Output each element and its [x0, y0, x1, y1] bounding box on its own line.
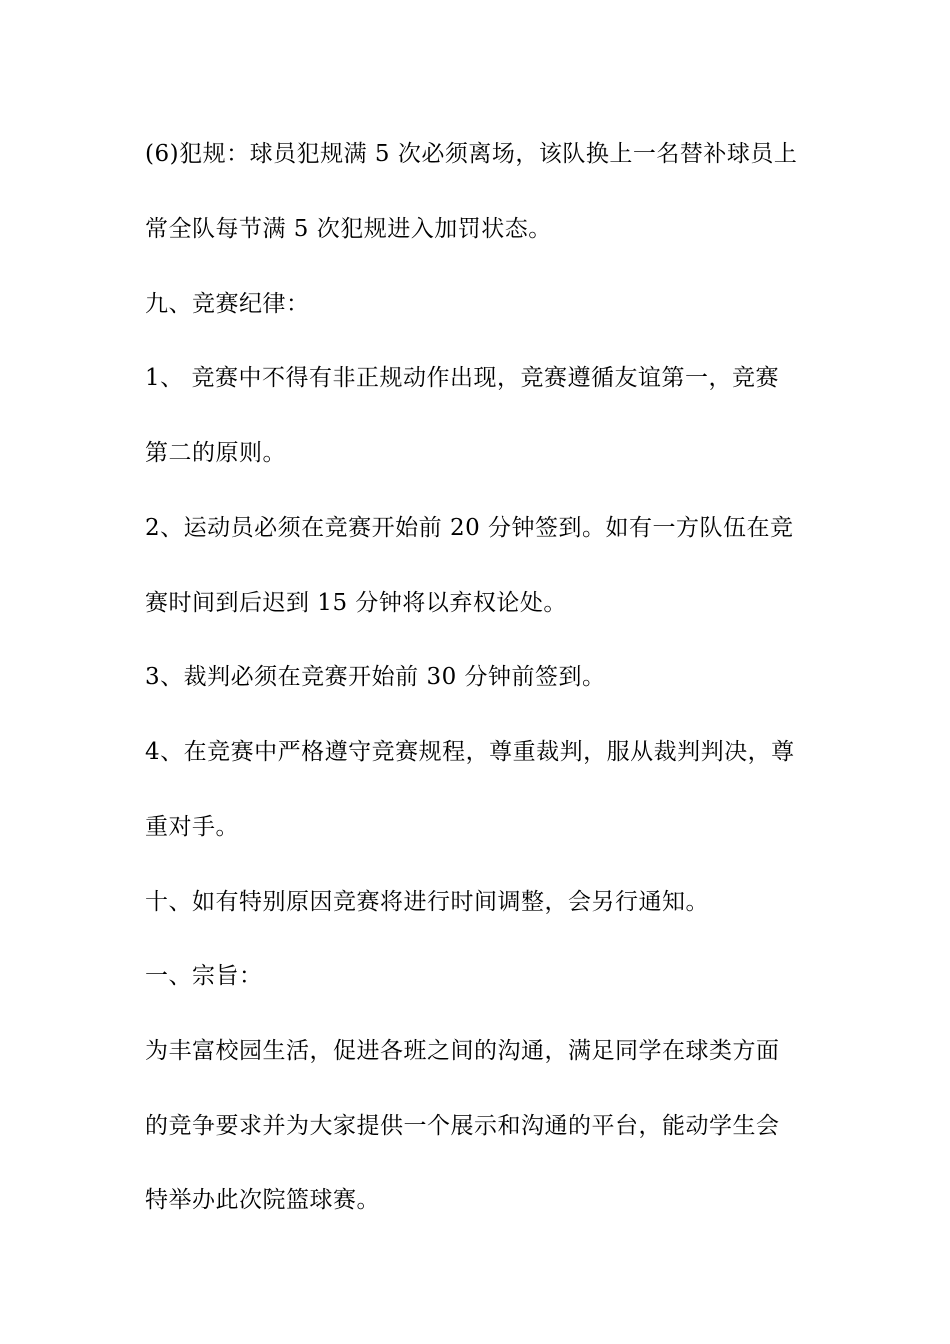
paragraph-line: 1、 竞赛中不得有非正规动作出现，竞赛遵循友谊第一，竞赛: [145, 365, 779, 391]
paragraph-line: 常全队每节满 5 次犯规进入加罚状态。: [145, 216, 552, 242]
section-heading: 一、宗旨：: [145, 963, 263, 989]
paragraph-line: 为丰富校园生活，促进各班之间的沟通，满足同学在球类方面: [145, 1038, 780, 1064]
paragraph-line: 4、在竞赛中严格遵守竞赛规程，尊重裁判，服从裁判判决，尊: [145, 739, 795, 765]
section-heading: 九、竞赛纪律：: [145, 291, 310, 317]
paragraph-line: 重对手。: [145, 814, 239, 840]
paragraph-line: 特举办此次院篮球赛。: [145, 1187, 380, 1213]
paragraph-line: 3、裁判必须在竞赛开始前 30 分钟前签到。: [145, 664, 606, 690]
paragraph-line: 的竞争要求并为大家提供一个展示和沟通的平台，能动学生会: [145, 1113, 780, 1139]
paragraph-line: 2、运动员必须在竞赛开始前 20 分钟签到。如有一方队伍在竞: [145, 515, 794, 541]
section-heading: 十、如有特别原因竞赛将进行时间调整，会另行通知。: [145, 889, 709, 915]
paragraph-line: (6)犯规：球员犯规满 5 次必须离场，该队换上一名替补球员上: [145, 141, 798, 167]
paragraph-line: 第二的原则。: [145, 440, 286, 466]
paragraph-line: 赛时间到后迟到 15 分钟将以弃权论处。: [145, 590, 567, 616]
